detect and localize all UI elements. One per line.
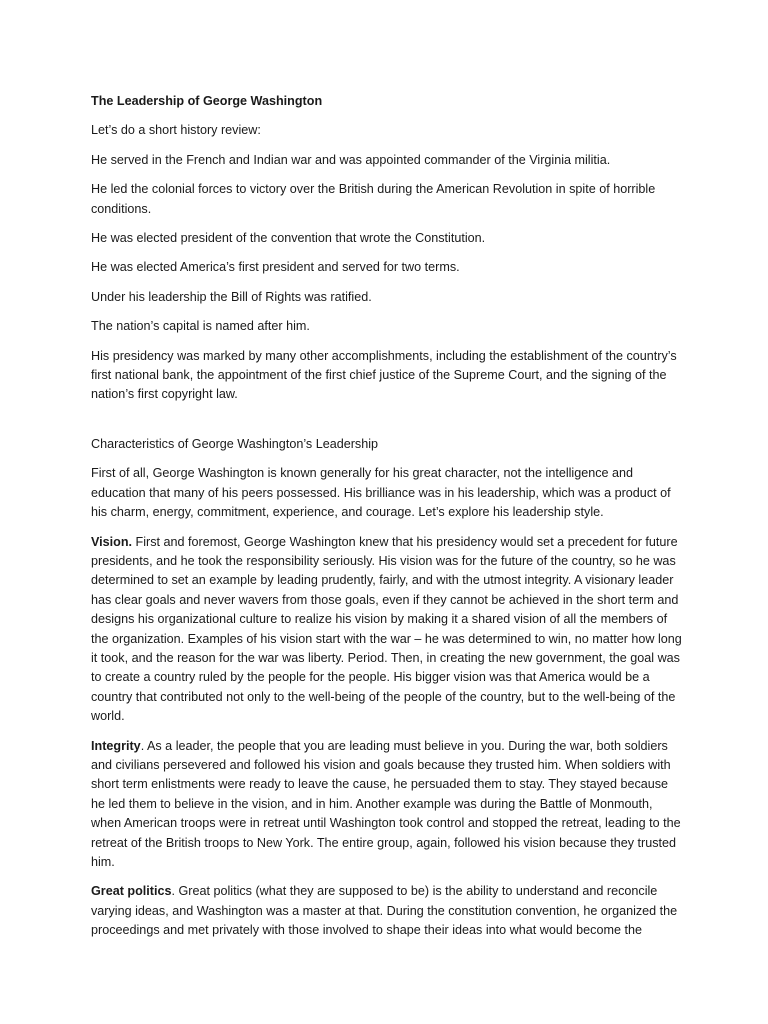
fact-paragraph: He led the colonial forces to victory over the British during the American Revolution in spite of horrible conditions. <box>91 182 656 216</box>
trait-label: Integrity <box>91 738 141 753</box>
document-title: The Leadership of George Washington <box>91 94 323 108</box>
trait-paragraph-integrity <box>91 737 683 873</box>
fact-paragraph: He was elected America’s first president and served for two terms. <box>91 260 460 275</box>
section-heading: Characteristics of George Washington’s Leadership <box>91 436 379 451</box>
fact-paragraph: Under his leadership the Bill of Rights was ratified. <box>91 289 372 304</box>
fact-paragraph: The nation’s capital is named after him. <box>91 319 310 334</box>
trait-text: . Great politics (what they are supposed to be) is the ability to understand and reconcile varying ideas, and Washington was a master at that. During the constitution convention, he organized the proceedings and met privately with those involved to shape their ideas into what would become the <box>91 884 678 938</box>
fact-paragraph: He served in the French and Indian war and was appointed commander of the Virginia militia. <box>91 152 611 167</box>
fact-paragraph: His presidency was marked by many other accomplishments, including the establishment of the country’s first national bank, the appointment of the first chief justice of the Supreme Court, and the signing of the nation’s first copyright law. <box>91 348 677 402</box>
trait-text: First and foremost, George Washington knew that his presidency would set a precedent for future presidents, and he took the responsibility seriously. His vision was for the future of the country, so he was determined to set an example by leading prudently, fairly, and with the utmost integrity. A visionary leader has clear goals and never wavers from those goals, even if they cannot be achieved in the short term and designs his organizational culture to realize his vision by making it a shared vision of all the members of the organization. Examples of his vision start with the war – he was determined to win, no matter how long it took, and the reason for the war was liberty. Period. Then, in creating the new government, the goal was to create a country ruled by the people for the people. His bigger vision was that America would be a country that contributed not only to the well-being of the people of the country, but to the well-being of the world. <box>91 534 682 724</box>
trait-paragraph-politics <box>91 882 683 940</box>
intro-paragraph: Let’s do a short history review: <box>91 123 261 138</box>
trait-label: Great politics <box>91 884 172 899</box>
section-intro-paragraph: First of all, George Washington is known generally for his great character, not the intelligence and education that many of his peers possessed. His brilliance was in his leadership, which was a product of his charm, energy, commitment, experience, and courage. Let’s explore his leadership style. <box>91 466 671 520</box>
trait-label: Vision. <box>91 534 133 549</box>
trait-text: . As a leader, the people that you are leading must believe in you. During the war, both soldiers and civilians persevered and followed his vision and goals because they trusted him. When soldiers with short term enlistments were ready to leave the cause, he persuaded them to stay. They stayed because he led them to believe in the vision, and in him. Another example was during the Battle of Monmouth, when American troops were in retreat until Washington took control and stopped the retreat, leading to the retreat of the British troops to New York. The entire group, again, followed his vision because they trusted him. <box>91 738 681 869</box>
document-body <box>91 92 683 951</box>
fact-paragraph: He was elected president of the convention that wrote the Constitution. <box>91 231 486 246</box>
trait-paragraph-vision <box>91 533 683 727</box>
